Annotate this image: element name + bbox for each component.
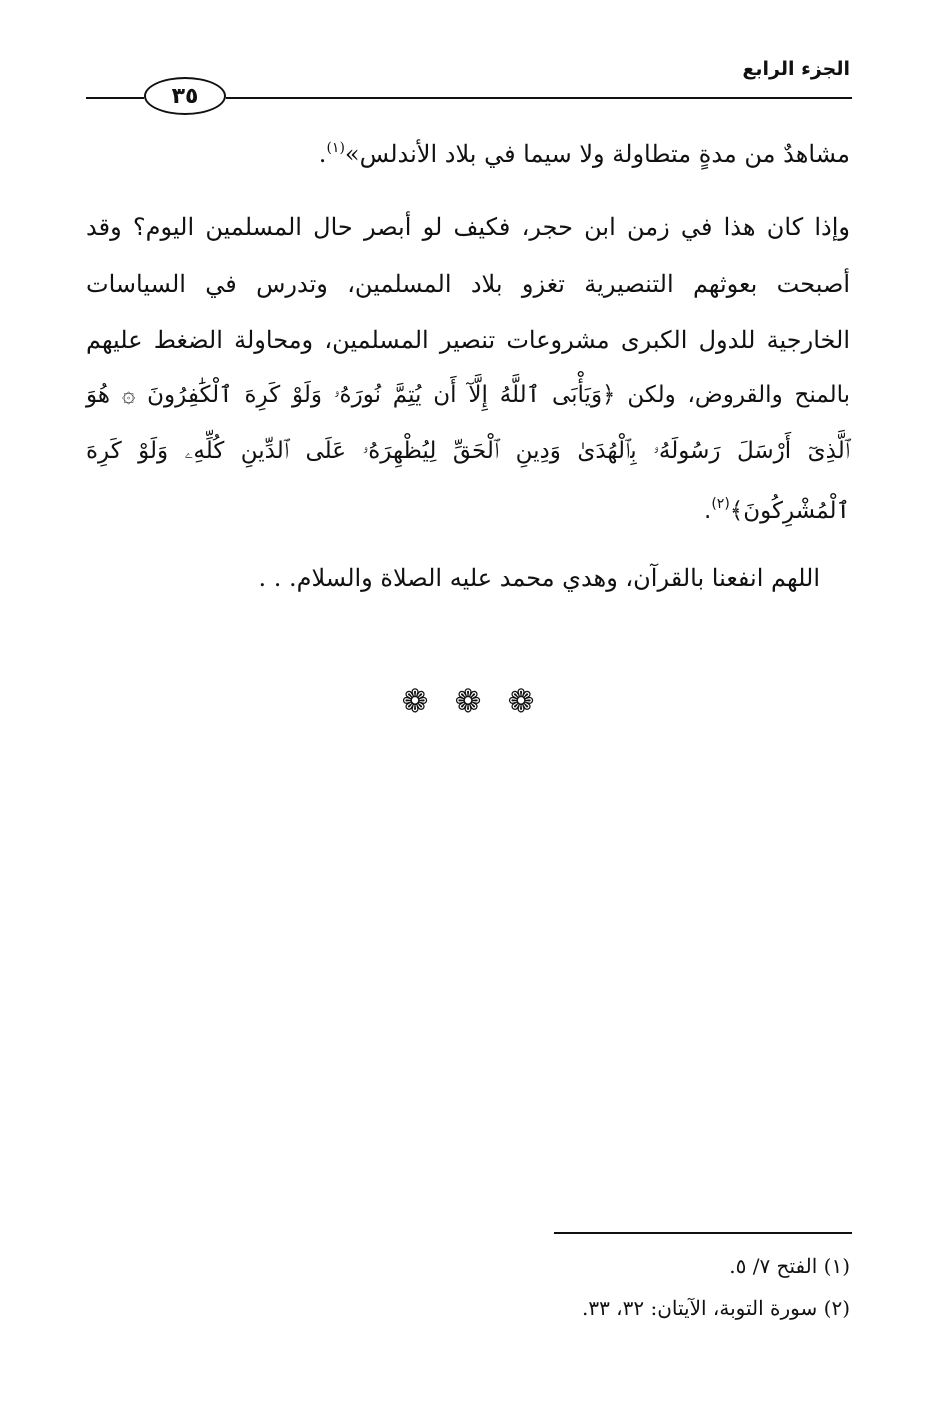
header-rule-right	[226, 97, 852, 99]
paragraph-line-5-quran: ٱلَّذِىٓ أَرْسَلَ رَسُولَهُۥ بِٱلْهُدَىٰ وَدِينِ ٱلْحَقِّ لِيُظْهِرَهُۥ عَلَى ٱلدِّينِ كُلِّهِۦ وَلَوْ كَرِهَ	[86, 438, 850, 464]
footnote-1: (١) الفتح ٧/ ٥.	[729, 1254, 850, 1278]
paragraph-line-4-quran: بالمنح والقروض، ولكن ﴿وَيَأْبَى ٱللَّهُ إِلَّآ أَن يُتِمَّ نُورَهُۥ وَلَوْ كَرِهَ ٱلْكَٰفِرُونَ ۞ هُوَ	[86, 382, 850, 408]
paragraph-line-6-end: .	[704, 498, 712, 524]
footnote-marker-2: (٢)	[711, 496, 730, 512]
body-line-1	[319, 140, 850, 168]
page-number: ٣٥	[144, 77, 226, 115]
footnote-2: (٢) سورة التوبة، الآيتان: ٣٢، ٣٣.	[581, 1296, 850, 1320]
body-line-1-text: مشاهدٌ من مدةٍ متطاولة ولا سيما في بلاد الأندلس»	[344, 140, 850, 168]
paragraph-line-3: الخارجية للدول الكبرى مشروعات تنصير المسلمين، ومحاولة الضغط عليهم	[86, 326, 850, 354]
body-line-1-end: .	[318, 140, 327, 168]
running-header-title: الجزء الرابع	[742, 58, 850, 80]
paragraph-line-2: أصبحت بعوثهم التنصيرية تغزو بلاد المسلمين، وتدرس في السياسات	[86, 270, 850, 298]
closing-supplication: اللهم انفعنا بالقرآن، وهدي محمد عليه الصلاة والسلام. . .	[258, 564, 820, 592]
paragraph-line-1: وإذا كان هذا في زمن ابن حجر، فكيف لو أبصر حال المسلمين اليوم؟ وقد	[86, 213, 850, 241]
quran-verse-end: ٱلْمُشْرِكُونَ﴾	[729, 498, 850, 524]
footnote-marker-1: (١)	[326, 140, 345, 156]
footnote-separator	[554, 1232, 852, 1234]
header-rule-left	[86, 97, 144, 99]
section-divider-ornament-icon: ❁ ❁ ❁	[401, 682, 543, 720]
paragraph-line-6	[704, 496, 850, 524]
